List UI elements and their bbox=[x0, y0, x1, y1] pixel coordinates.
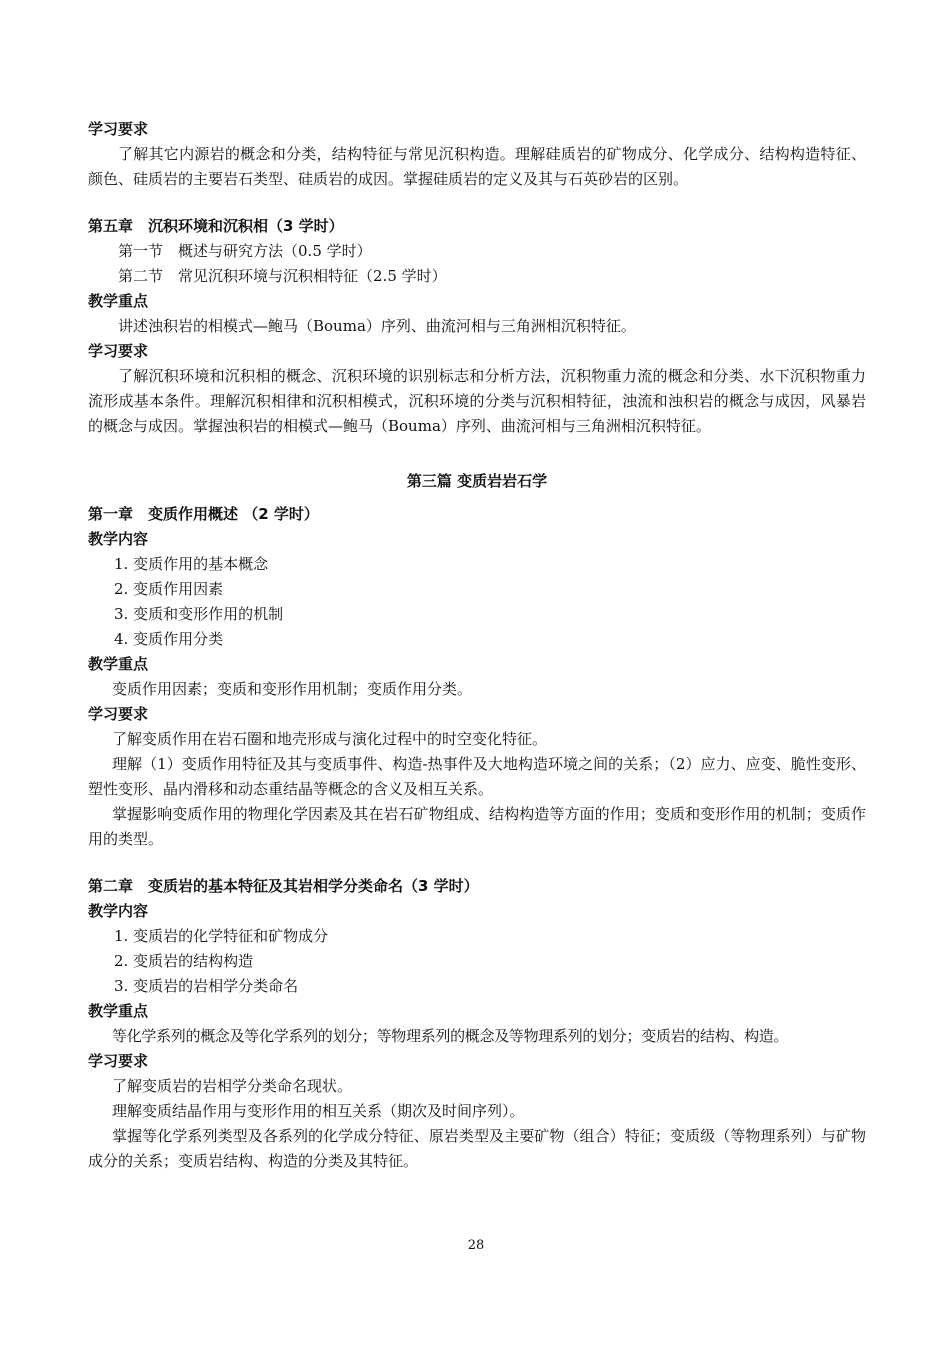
paragraph: 等化学系列的概念及等化学系列的划分；等物理系列的概念及等物理系列的划分；变质岩的结构、构造。 bbox=[112, 1027, 789, 1045]
paragraph: 了解变质作用在岩石圈和地壳形成与演化过程中的时空变化特征。 bbox=[112, 730, 548, 748]
list-item: 2. 变质作用因素 bbox=[114, 580, 224, 598]
paragraph: 了解变质岩的岩相学分类命名现状。 bbox=[112, 1077, 353, 1095]
list-item: 4. 变质作用分类 bbox=[114, 630, 224, 648]
section-heading: 教学重点 bbox=[88, 655, 149, 673]
section-heading: 教学重点 bbox=[88, 1002, 149, 1020]
page-number: 28 bbox=[467, 1238, 485, 1253]
list-item: 1. 变质作用的基本概念 bbox=[114, 555, 269, 573]
section-heading: 学习要求 bbox=[88, 1052, 149, 1070]
section-heading: 学习要求 bbox=[88, 120, 149, 138]
list-item: 3. 变质和变形作用的机制 bbox=[114, 605, 284, 623]
section-heading: 学习要求 bbox=[88, 705, 149, 723]
chapter-title: 第一章 变质作用概述 （2 学时） bbox=[88, 505, 319, 523]
paragraph: 掌握影响变质作用的物理化学因素及其在岩石矿物组成、结构构造等方面的作用；变质和变形作用的机制；变质作用的类型。 bbox=[88, 805, 866, 848]
section-heading: 教学内容 bbox=[88, 530, 149, 548]
chapter-title: 第五章 沉积环境和沉积相（3 学时） bbox=[88, 217, 344, 235]
section-heading: 教学内容 bbox=[88, 902, 149, 920]
paragraph: 了解其它内源岩的概念和分类，结构特征与常见沉积构造。理解硅质岩的矿物成分、化学成分、结构构造特征、颜色、硅质岩的主要岩石类型、硅质岩的成因。掌握硅质岩的定义及其与石英砂岩的区别。 bbox=[88, 145, 866, 188]
section-heading: 学习要求 bbox=[88, 342, 149, 360]
paragraph: 理解变质结晶作用与变形作用的相互关系（期次及时间序列）。 bbox=[112, 1102, 525, 1120]
section-line: 第一节 概述与研究方法（0.5 学时） bbox=[118, 242, 372, 260]
paragraph: 理解（1）变质作用特征及其与变质事件、构造-热事件及大地构造环境之间的关系；（2）应力、应变、脆性变形、塑性变形、晶内滑移和动态重结晶等概念的含义及相互关系。 bbox=[88, 755, 866, 798]
list-item: 3. 变质岩的岩相学分类命名 bbox=[114, 977, 299, 995]
paragraph: 掌握等化学系列类型及各系列的化学成分特征、原岩类型及主要矿物（组合）特征；变质级（等物理系列）与矿物成分的关系；变质岩结构、构造的分类及其特征。 bbox=[88, 1127, 866, 1170]
chapter-title: 第二章 变质岩的基本特征及其岩相学分类命名（3 学时） bbox=[88, 877, 479, 895]
list-item: 2. 变质岩的结构构造 bbox=[114, 952, 254, 970]
part-title: 第三篇 变质岩岩石学 bbox=[406, 472, 548, 490]
list-item: 1. 变质岩的化学特征和矿物成分 bbox=[114, 927, 329, 945]
paragraph: 讲述浊积岩的相模式—鲍马（Bouma）序列、曲流河相与三角洲相沉积特征。 bbox=[118, 317, 636, 335]
section-line: 第二节 常见沉积环境与沉积相特征（2.5 学时） bbox=[118, 267, 447, 285]
paragraph: 变质作用因素；变质和变形作用机制；变质作用分类。 bbox=[112, 680, 473, 698]
section-heading: 教学重点 bbox=[88, 292, 149, 310]
paragraph: 了解沉积环境和沉积相的概念、沉积环境的识别标志和分析方法，沉积物重力流的概念和分类、水下沉积物重力流形成基本条件。理解沉积相律和沉积相模式，沉积环境的分类与沉积相特征，浊流和浊积岩的概念与成因，风暴岩的概念与成因。掌握浊积岩的相模式—鲍马（Bouma）序列、曲流河相与三角洲相沉积特征。 bbox=[88, 367, 866, 435]
